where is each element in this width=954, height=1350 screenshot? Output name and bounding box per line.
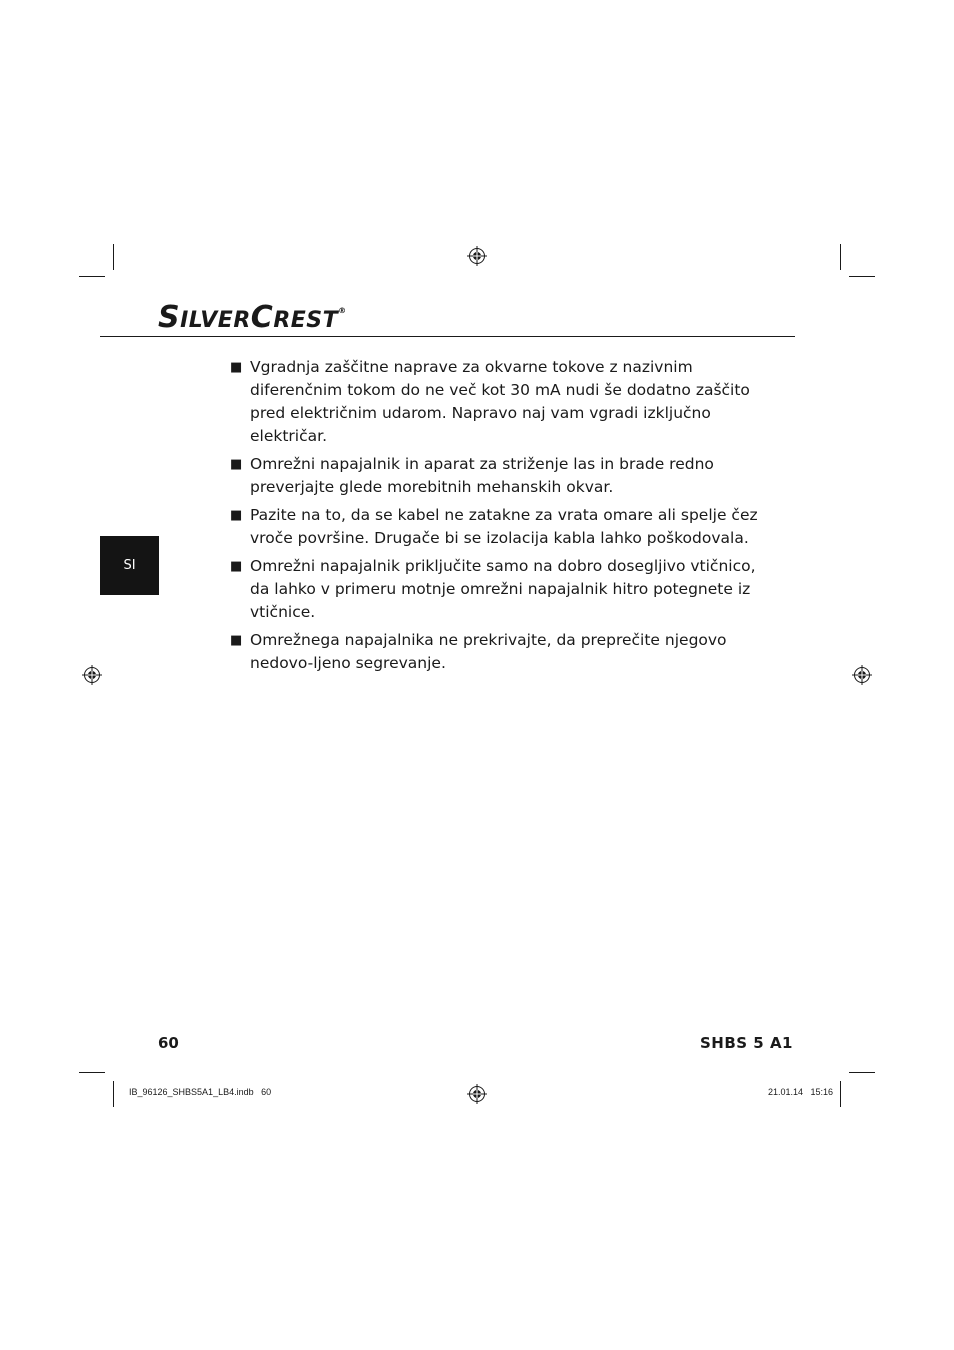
language-tab (100, 536, 159, 595)
list-item-text: Omrežnega napajalnika ne prekrivajte, da preprečite njegovo nedovo-ljeno segrevanje. (250, 631, 727, 672)
list-item (230, 453, 775, 499)
header-rule (100, 336, 795, 337)
crop-mark (113, 244, 114, 270)
crop-mark (79, 276, 105, 277)
print-slug-date: 21.01.14 15:16 (767, 1087, 833, 1097)
square-bullet-icon: ■ (230, 508, 243, 523)
list-item (230, 629, 775, 675)
crop-mark (849, 1072, 875, 1073)
logo-letter: S (158, 300, 181, 335)
silvercrest-logo (158, 300, 347, 335)
safety-bullet-list (230, 356, 775, 680)
crop-mark (840, 244, 841, 270)
square-bullet-icon: ■ (230, 559, 243, 574)
model-name: SHBS 5 A1 (699, 1034, 793, 1052)
square-bullet-icon: ■ (230, 457, 243, 472)
logo-letters: ILVER (180, 308, 251, 333)
list-item (230, 504, 775, 550)
logo-letters: REST (273, 308, 339, 333)
page-number: 60 (158, 1034, 179, 1052)
crop-mark (840, 1081, 841, 1107)
crop-mark (113, 1081, 114, 1107)
registration-target-icon (467, 246, 487, 266)
list-item-text: Omrežni napajalnik in aparat za striženje las in brade redno preverjajte glede morebitnih mehanskih okvar. (250, 455, 714, 496)
registration-target-icon (467, 1084, 487, 1104)
registered-mark: ® (338, 306, 347, 315)
square-bullet-icon: ■ (230, 633, 243, 648)
list-item (230, 356, 775, 448)
square-bullet-icon: ■ (230, 360, 243, 375)
list-item-text: Vgradnja zaščitne naprave za okvarne tokove z nazivnim diferenčnim tokom do ne več kot 30 mA nudi še dodatno zaščito pred električnim udarom. Napravo naj vam vgradi izključno električar. (250, 358, 750, 445)
crop-mark (79, 1072, 105, 1073)
list-item-text: Pazite na to, da se kabel ne zatakne za vrata omare ali spelje čez vroče površine. Drugače bi se izolacija kabla lahko poškodovala. (250, 506, 758, 547)
list-item (230, 555, 775, 624)
registration-target-icon (82, 665, 102, 685)
crop-mark (849, 276, 875, 277)
print-slug-file: IB_96126_SHBS5A1_LB4.indb 60 (129, 1087, 272, 1097)
language-code: SI (123, 558, 136, 573)
logo-letter: C (250, 300, 274, 335)
list-item-text: Omrežni napajalnik priključite samo na dobro dosegljivo vtičnico, da lahko v primeru motnje omrežni napajalnik hitro potegnete iz vtičnice. (250, 557, 756, 621)
registration-target-icon (852, 665, 872, 685)
